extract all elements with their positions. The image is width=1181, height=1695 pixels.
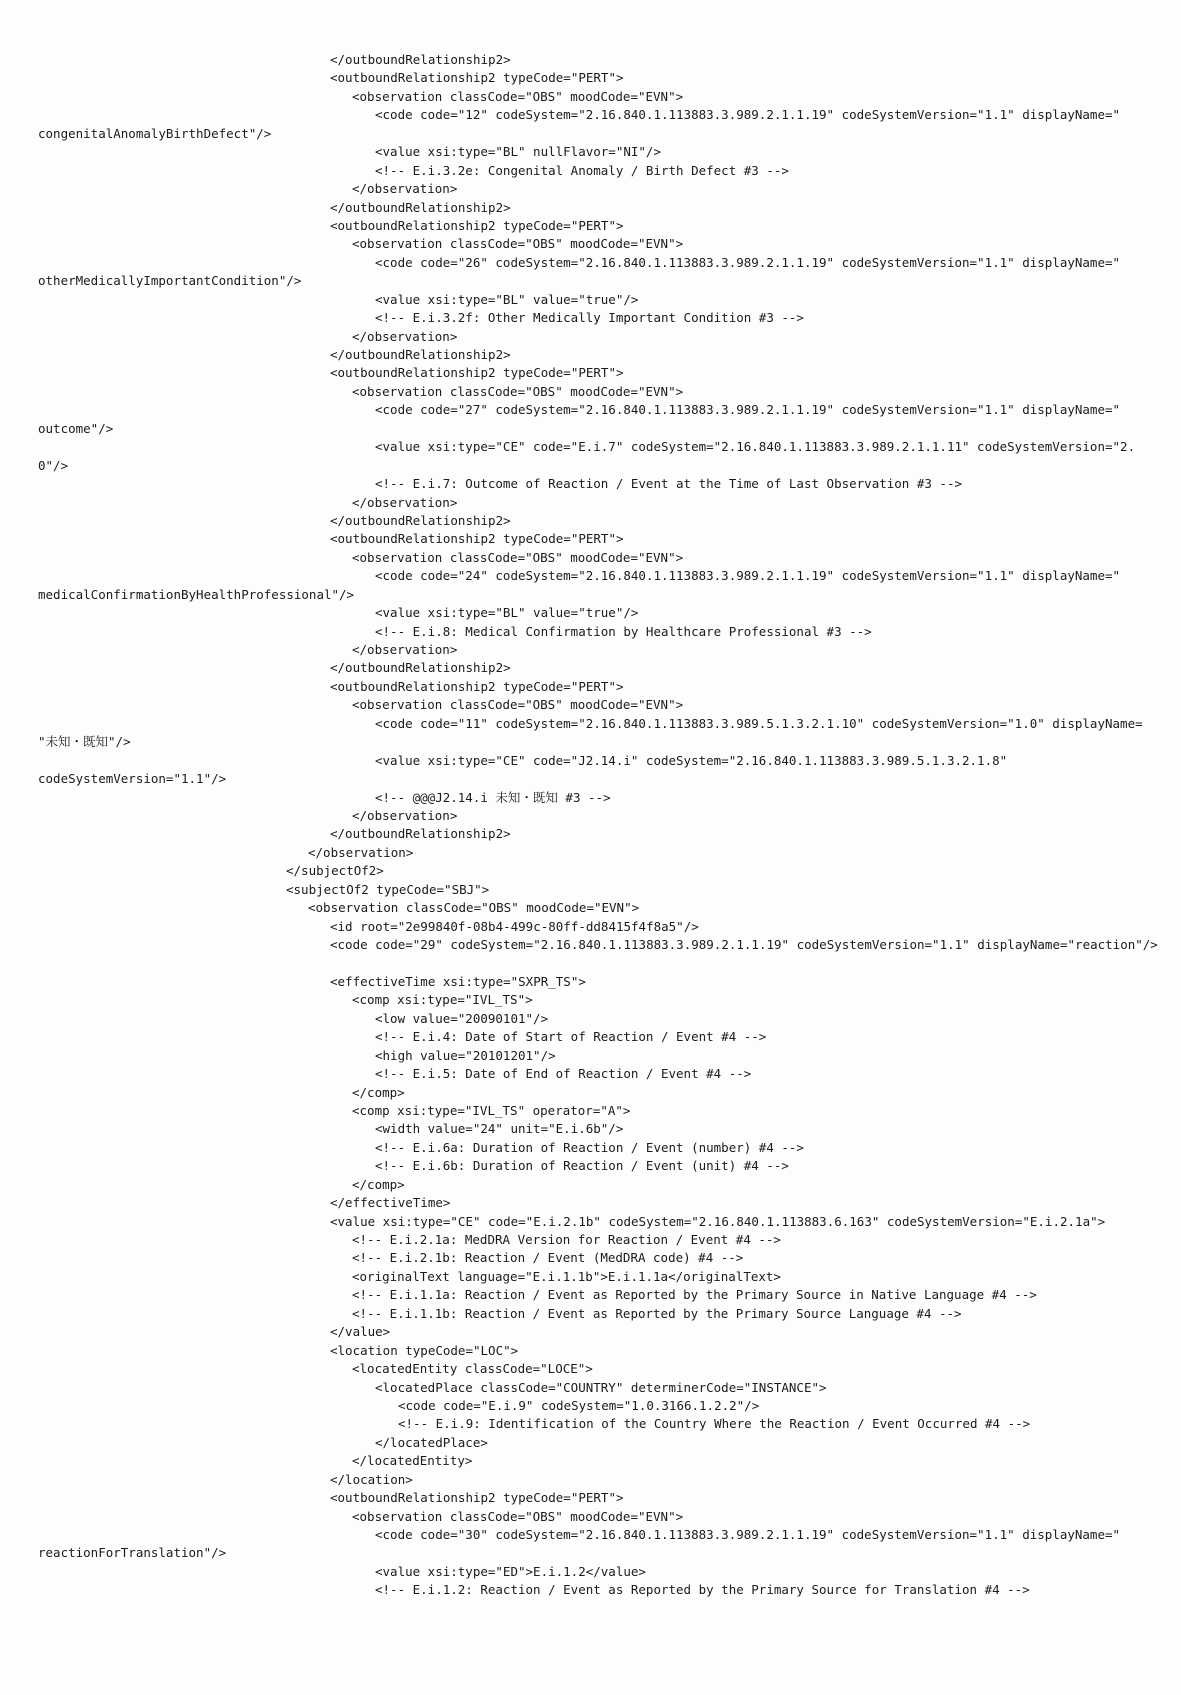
xml-line: </observation> [308,844,414,860]
xml-line: <observation classCode="OBS" moodCode="EVN"> [352,1508,684,1524]
xml-line: <value xsi:type="BL" value="true"/> [375,291,639,307]
xml-line: </value> [330,1324,391,1340]
xml-line: congenitalAnomalyBirthDefect"/> [38,125,272,141]
xml-line: <!-- E.i.4: Date of Start of Reaction / Event #4 --> [375,1029,767,1045]
xml-line: </observation> [352,494,458,510]
xml-line: </locatedPlace> [375,1434,488,1450]
xml-line: <outboundRelationship2 typeCode="PERT"> [330,531,624,547]
xml-line: <locatedPlace classCode="COUNTRY" determinerCode="INSTANCE"> [375,1379,827,1395]
xml-line: <comp xsi:type="IVL_TS"> [352,992,533,1008]
xml-line: <outboundRelationship2 typeCode="PERT"> [330,217,624,233]
xml-line: </observation> [352,181,458,197]
xml-line: <!-- E.i.2.1a: MedDRA Version for Reaction / Event #4 --> [352,1232,781,1247]
xml-line: <!-- E.i.9: Identification of the Country Where the Reaction / Event Occurred #4 --> [398,1416,1031,1432]
xml-line: <!-- E.i.6a: Duration of Reaction / Event (number) #4 --> [375,1139,804,1155]
xml-line: <observation classCode="OBS" moodCode="EVN"> [352,383,684,399]
xml-line: 0"/> [38,457,69,473]
xml-line: <value xsi:type="ED">E.i.1.2</value> [375,1563,646,1579]
xml-line: <value xsi:type="BL" nullFlavor="NI"/> [375,144,661,160]
xml-line: <effectiveTime xsi:type="SXPR_TS"> [330,973,586,989]
xml-line: <outboundRelationship2 typeCode="PERT"> [330,70,624,86]
xml-line: <!-- E.i.3.2f: Other Medically Important Condition #3 --> [375,310,804,326]
xml-line: <code code="E.i.9" codeSystem="1.0.3166.1.2.2"/> [398,1397,760,1413]
xml-line: <code code="30" codeSystem="2.16.840.1.113883.3.989.2.1.1.19" codeSystemVersion="1.1" displayName=" [375,1527,1121,1542]
xml-line: <subjectOf2 typeCode="SBJ"> [286,881,490,897]
xml-line: <!-- E.i.5: Date of End of Reaction / Event #4 --> [375,1066,752,1082]
xml-line: </outboundRelationship2> [330,199,511,215]
xml-line: <!-- @@@J2.14.i 未知・既知 #3 --> [375,789,611,805]
xml-line: </observation> [352,328,458,344]
xml-line: </locatedEntity> [352,1453,473,1469]
xml-line: </observation> [352,807,458,823]
xml-line: </outboundRelationship2> [330,347,511,362]
xml-line: </outboundRelationship2> [330,512,511,528]
xml-line: <!-- E.i.7: Outcome of Reaction / Event at the Time of Last Observation #3 --> [375,476,962,492]
xml-line: codeSystemVersion="1.1"/> [38,771,227,787]
xml-line: <locatedEntity classCode="LOCE"> [352,1361,593,1377]
xml-line: <!-- E.i.6b: Duration of Reaction / Event (unit) #4 --> [375,1158,789,1174]
xml-line: </location> [330,1471,413,1487]
xml-listing [0,51,1181,1600]
xml-line: <value xsi:type="CE" code="E.i.2.1b" codeSystem="2.16.840.1.113883.6.163" codeSystemVersion="E.i.2.1a"> [330,1213,1106,1229]
xml-line: <low value="20090101"/> [375,1010,549,1026]
xml-line: <id root="2e99840f-08b4-499c-80ff-dd8415f4f8a5"/> [330,918,699,934]
xml-line: <high value="20101201"/> [375,1047,556,1063]
xml-line: <!-- E.i.1.2: Reaction / Event as Reported by the Primary Source for Translation #4 --> [375,1582,1030,1598]
xml-line: <code code="27" codeSystem="2.16.840.1.113883.3.989.2.1.1.19" codeSystemVersion="1.1" displayName=" [375,402,1121,418]
xml-blank-line [0,954,1181,972]
xml-line: <value xsi:type="BL" value="true"/> [375,605,639,621]
xml-line: <observation classCode="OBS" moodCode="EVN"> [352,697,684,713]
xml-line: <observation classCode="OBS" moodCode="EVN"> [352,88,684,104]
xml-line: <!-- E.i.3.2e: Congenital Anomaly / Birth Defect #3 --> [375,162,789,178]
xml-line: <width value="24" unit="E.i.6b"/> [375,1121,624,1137]
xml-line: <outboundRelationship2 typeCode="PERT"> [330,678,624,694]
xml-line: reactionForTranslation"/> [38,1545,227,1561]
xml-line: <!-- E.i.8: Medical Confirmation by Healthcare Professional #3 --> [375,623,872,639]
xml-line: otherMedicallyImportantCondition"/> [38,273,302,289]
xml-line: <outboundRelationship2 typeCode="PERT"> [330,1490,624,1506]
xml-line: </observation> [352,642,458,657]
xml-line: <code code="12" codeSystem="2.16.840.1.113883.3.989.2.1.1.19" codeSystemVersion="1.1" displayName=" [375,107,1121,123]
xml-line: </comp> [352,1176,405,1192]
xml-line: <value xsi:type="CE" code="J2.14.i" codeSystem="2.16.840.1.113883.3.989.5.1.3.2.1.8" [375,752,1008,768]
xml-line: <!-- E.i.1.1b: Reaction / Event as Reported by the Primary Source Language #4 --> [352,1305,962,1321]
xml-line: <value xsi:type="CE" code="E.i.7" codeSystem="2.16.840.1.113883.3.989.2.1.1.11" codeSystemVersion="2. [375,439,1136,455]
xml-line: </comp> [352,1084,405,1100]
xml-line: <observation classCode="OBS" moodCode="EVN"> [352,549,684,565]
xml-line: <code code="26" codeSystem="2.16.840.1.113883.3.989.2.1.1.19" codeSystemVersion="1.1" displayName=" [375,254,1121,270]
xml-line: <outboundRelationship2 typeCode="PERT"> [330,365,624,381]
xml-line: <code code="24" codeSystem="2.16.840.1.113883.3.989.2.1.1.19" codeSystemVersion="1.1" displayName=" [375,568,1121,584]
xml-line: <observation classCode="OBS" moodCode="EVN"> [352,236,684,252]
xml-line: <!-- E.i.1.1a: Reaction / Event as Reported by the Primary Source in Native Language #4 --> [352,1287,1037,1303]
xml-line: <!-- E.i.2.1b: Reaction / Event (MedDRA code) #4 --> [352,1250,744,1266]
xml-line: <originalText language="E.i.1.1b">E.i.1.1a</originalText> [352,1268,781,1284]
xml-line: </outboundRelationship2> [330,826,511,842]
xml-line: </outboundRelationship2> [330,660,511,676]
xml-line: outcome"/> [38,420,114,436]
xml-line: <observation classCode="OBS" moodCode="EVN"> [308,900,640,916]
xml-line: </effectiveTime> [330,1195,451,1211]
xml-line: </subjectOf2> [286,863,384,879]
xml-line: medicalConfirmationByHealthProfessional"/> [38,586,355,602]
xml-line: "未知・既知"/> [38,734,131,750]
xml-line: <code code="29" codeSystem="2.16.840.1.113883.3.989.2.1.1.19" codeSystemVersion="1.1" displayName="reaction"/> [330,937,1158,952]
xml-line: <comp xsi:type="IVL_TS" operator="A"> [352,1102,631,1118]
xml-line: </outboundRelationship2> [330,52,511,67]
xml-line: <code code="11" codeSystem="2.16.840.1.113883.3.989.5.1.3.2.1.10" codeSystemVersion="1.0" displayName= [375,715,1143,731]
xml-line: <location typeCode="LOC"> [330,1342,519,1358]
